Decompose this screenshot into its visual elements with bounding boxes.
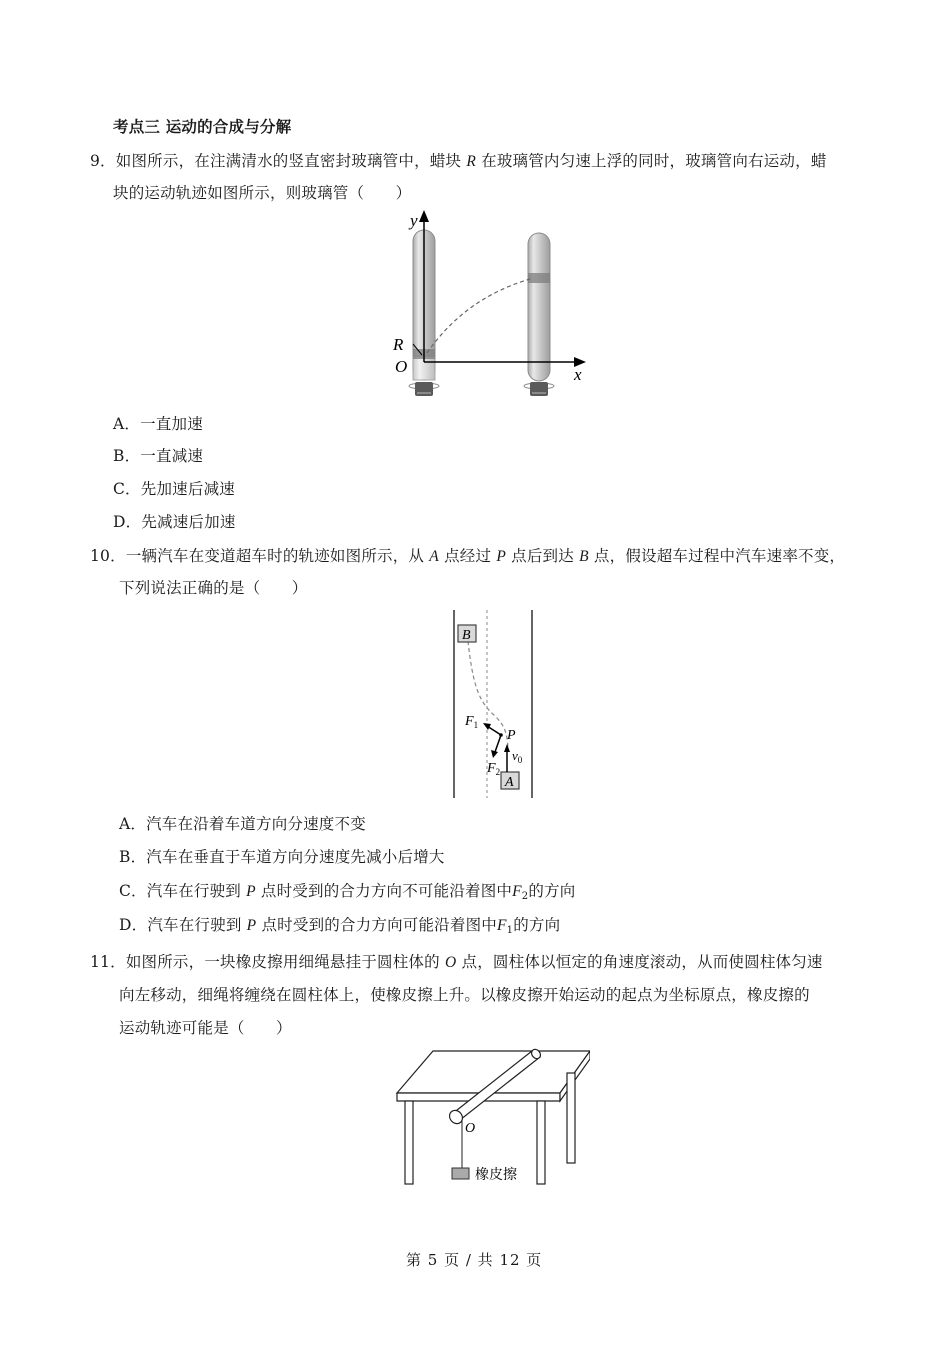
point-a-label: A	[505, 775, 514, 790]
point-o-label: O	[465, 1121, 476, 1136]
origin-label: O	[395, 357, 408, 376]
question-11-stem-line-2: 向左移动，细绳将缠绕在圆柱体上，使橡皮擦上升。以橡皮擦开始运动的起点为坐标原点，橡皮擦的	[119, 986, 810, 1004]
page-footer: 第 5 页 / 共 12 页	[406, 1251, 543, 1269]
eraser-label: 橡皮擦	[475, 1168, 517, 1183]
section-title: 考点三 运动的合成与分解	[113, 117, 292, 136]
question-10-option-c: C．汽车在行驶到 P 点时受到的合力方向不可能沿着图中$F_2$的方向	[119, 882, 576, 902]
question-number: 9．	[90, 152, 116, 170]
figure-table-cylinder	[395, 1048, 590, 1188]
question-number: 11．	[90, 953, 126, 971]
table-cylinder-diagram	[395, 1048, 590, 1188]
question-9-option-b: B．一直减速	[113, 447, 204, 465]
question-9-stem-line-1: 9．如图所示，在注满清水的竖直密封玻璃管中，蜡块 R 在玻璃管内匀速上浮的同时，玻璃管向右运动，蜡	[90, 152, 827, 170]
glass-tube-diagram	[385, 208, 600, 403]
force-f1-label: $F_1$	[465, 714, 479, 730]
question-number: 10．	[90, 547, 126, 565]
figure-glass-tubes	[385, 208, 600, 403]
figure-lane-change	[445, 608, 545, 800]
y-axis-label: y	[410, 211, 418, 230]
block-label: R	[393, 335, 404, 354]
question-9-option-a: A．一直加速	[113, 415, 203, 433]
x-axis-label: x	[574, 365, 582, 384]
question-9-option-d: D．先减速后加速	[113, 513, 236, 531]
velocity-v0-label: $v_0$	[512, 748, 523, 765]
question-10-stem-line-1: 10．一辆汽车在变道超车时的轨迹如图所示，从 A 点经过 P 点后到达 B 点，假设超车过程中汽车速率不变，	[90, 547, 846, 565]
question-10-option-b: B．汽车在垂直于车道方向分速度先减小后增大	[119, 848, 445, 866]
question-9-stem-line-2: 块的运动轨迹如图所示，则玻璃管（ ）	[113, 184, 412, 202]
force-f2-label: $F_2$	[487, 761, 501, 777]
point-b-label: B	[462, 628, 471, 643]
question-10-option-d: D．汽车在行驶到 P 点时受到的合力方向可能沿着图中$F_1$的方向	[119, 916, 561, 936]
question-10-stem-line-2: 下列说法正确的是（ ）	[119, 579, 308, 597]
question-10-option-a: A．汽车在沿着车道方向分速度不变	[119, 815, 366, 833]
question-11-stem-line-3: 运动轨迹可能是（ ）	[119, 1019, 292, 1037]
question-11-stem-line-1: 11．如图所示，一块橡皮擦用细绳悬挂于圆柱体的 O 点，圆柱体以恒定的角速度滚动，从而使圆柱体匀速	[90, 953, 823, 971]
question-9-option-c: C．先加速后减速	[113, 480, 235, 498]
point-p-label: P	[507, 728, 516, 743]
lane-change-diagram	[445, 608, 545, 800]
